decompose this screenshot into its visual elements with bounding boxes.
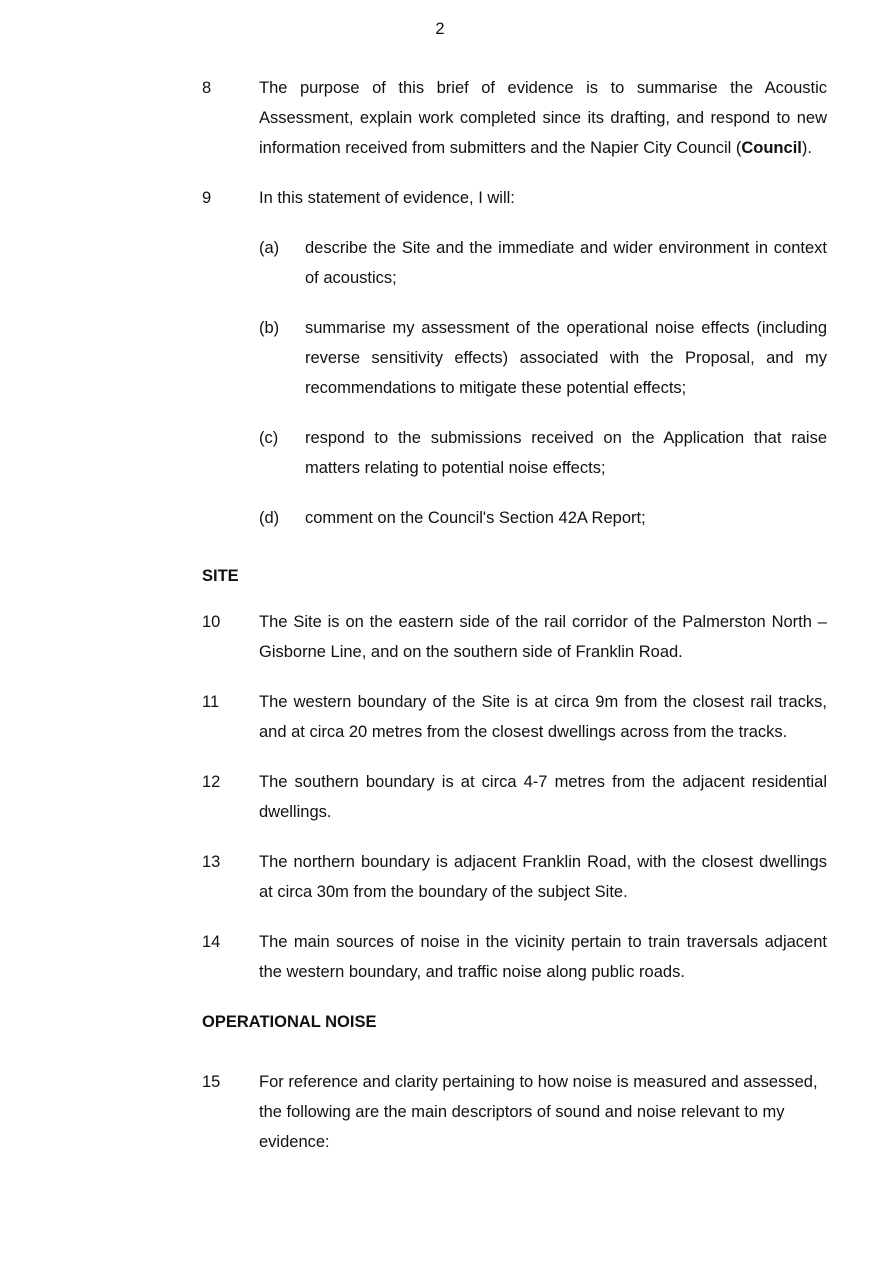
- paragraph-10: [202, 607, 827, 667]
- paragraph-8: [202, 73, 827, 163]
- paragraph-15: [202, 1067, 827, 1157]
- paragraph-number: 10: [202, 613, 221, 631]
- paragraph-number: 12: [202, 773, 221, 791]
- list-item-c: [202, 423, 827, 483]
- paragraph-text: The main sources of noise in the vicinity pertain to train traversals adjacent the western boundary, and traffic noise along public roads.: [259, 933, 827, 981]
- list-item-text: summarise my assessment of the operational noise effects (including reverse sensitivity effects) associated with the Proposal, and my recommendations to mitigate these potential effects;: [305, 319, 827, 397]
- document-body: [202, 73, 827, 1177]
- list-item-letter: (d): [259, 509, 280, 527]
- paragraph-number: 14: [202, 933, 221, 951]
- paragraph-12: [202, 767, 827, 827]
- paragraph-number: 9: [202, 189, 212, 207]
- paragraph-9: [202, 183, 827, 213]
- paragraph-text-end: ).: [801, 139, 812, 157]
- list-item-letter: (c): [259, 429, 279, 447]
- list-item-d: [202, 503, 827, 533]
- paragraph-text: The southern boundary is at circa 4-7 metres from the adjacent residential dwellings.: [259, 773, 827, 821]
- list-item-letter: (a): [259, 239, 280, 257]
- paragraph-text: The Site is on the eastern side of the rail corridor of the Palmerston North – Gisborne Line, and on the southern side of Franklin Road.: [259, 613, 827, 661]
- paragraph-text: [259, 79, 827, 157]
- defined-term: Council: [741, 139, 802, 157]
- list-item-a: [202, 233, 827, 293]
- list-item-text: respond to the submissions received on the Application that raise matters relating to potential noise effects;: [305, 429, 827, 477]
- list-item-letter: (b): [259, 319, 280, 337]
- paragraph-number: 13: [202, 853, 221, 871]
- paragraph-11: [202, 687, 827, 747]
- paragraph-text-start: The purpose of this brief of evidence is to summarise the Acoustic Assessment, explain work completed since its drafting, and respond to new information received from submitters and the Napier City Council (: [259, 79, 827, 157]
- list-item-b: [202, 313, 827, 403]
- page-number: 2: [435, 20, 445, 38]
- paragraph-text: The western boundary of the Site is at circa 9m from the closest rail tracks, and at circa 20 metres from the closest dwellings across from the tracks.: [259, 693, 827, 741]
- list-item-text: comment on the Council's Section 42A Report;: [305, 509, 646, 527]
- paragraph-text: For reference and clarity pertaining to how noise is measured and assessed, the following are the main descriptors of sound and noise relevant to my evidence:: [259, 1073, 818, 1151]
- paragraph-13: [202, 847, 827, 907]
- paragraph-number: 11: [202, 693, 220, 711]
- paragraph-text: The northern boundary is adjacent Franklin Road, with the closest dwellings at circa 30m from the boundary of the subject Site.: [259, 853, 827, 901]
- section-heading-operational-noise: OPERATIONAL NOISE: [202, 1013, 377, 1031]
- paragraph-14: [202, 927, 827, 987]
- paragraph-number: 15: [202, 1073, 221, 1091]
- paragraph-number: 8: [202, 79, 212, 97]
- paragraph-text: In this statement of evidence, I will:: [259, 189, 515, 207]
- list-item-text: describe the Site and the immediate and wider environment in context of acoustics;: [305, 239, 827, 287]
- section-heading-site: SITE: [202, 567, 239, 585]
